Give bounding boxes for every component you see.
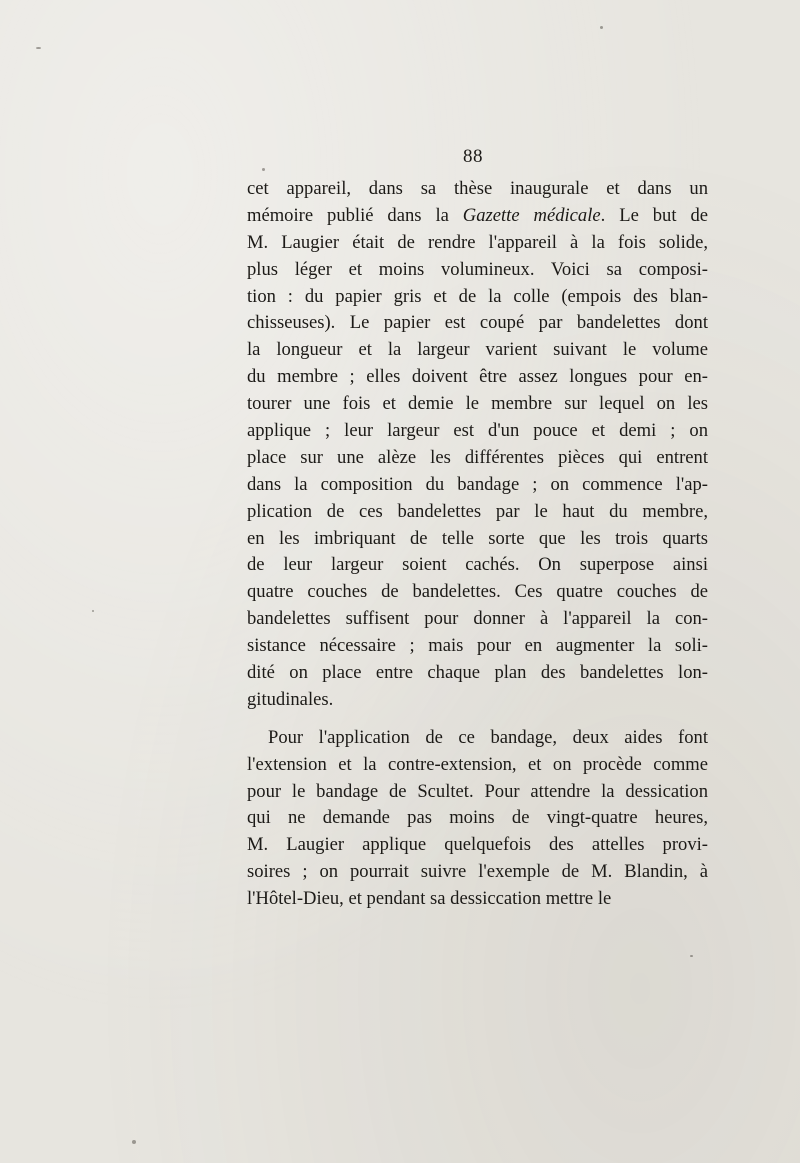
text-segment: M. Laugier applique quelquefois des attelles provi-: [247, 834, 708, 856]
text-line: [247, 445, 708, 472]
text-segment: tion : du papier gris et de la colle (empois des blan-: [247, 285, 708, 307]
text-segment: dité on place entre chaque plan des bandelettes lon-: [247, 662, 708, 684]
text-line: [247, 391, 708, 418]
paragraph: [247, 725, 708, 913]
text-segment: qui ne demande pas moins de vingt-quatre heures,: [247, 807, 708, 829]
text-segment: . Le but de: [600, 204, 709, 226]
text-line: [247, 660, 708, 687]
text-segment: gitudinales.: [247, 688, 334, 710]
text-segment: l'extension et la contre-extension, et on procède comme: [247, 753, 708, 775]
text-segment: plus léger et moins volumineux. Voici sa composi-: [247, 258, 708, 280]
text-line: [247, 526, 708, 553]
text-segment: bandelettes suffisent pour donner à l'appareil la con-: [247, 608, 708, 630]
text-segment: en les imbriquant de telle sorte que les trois quarts: [247, 527, 708, 549]
paper-speck: [92, 610, 94, 612]
text-line: [247, 176, 708, 203]
text-line: [247, 886, 708, 913]
page-number: 88: [463, 146, 483, 167]
paper-speck: [690, 955, 693, 957]
text-line: [247, 552, 708, 579]
paper-speck: [262, 168, 265, 171]
text-line: [247, 337, 708, 364]
text-segment: mémoire publié dans la: [247, 204, 463, 226]
text-line: [247, 230, 708, 257]
paper-speck: [132, 1140, 136, 1144]
text-segment: soires ; on pourrait suivre l'exemple de M. Blandin, à: [247, 861, 708, 883]
text-segment: M. Laugier était de rendre l'appareil à la fois solide,: [247, 231, 708, 253]
text-line: [247, 579, 708, 606]
text-line: [247, 364, 708, 391]
text-segment: du membre ; elles doivent être assez longues pour en-: [247, 366, 708, 388]
text-line: [247, 257, 708, 284]
text-line: [247, 499, 708, 526]
text-line: [247, 832, 708, 859]
paper-speck: [600, 26, 603, 29]
text-segment: pour le bandage de Scultet. Pour attendre la dessication: [247, 780, 708, 802]
text-line: [247, 687, 708, 714]
text-segment: de leur largeur soient cachés. On superpose ainsi: [247, 554, 708, 576]
text-line: [247, 310, 708, 337]
text-line: [247, 203, 708, 230]
text-segment: applique ; leur largeur est d'un pouce et demi ; on: [247, 420, 708, 442]
text-segment: tourer une fois et demie le membre sur lequel on les: [247, 393, 708, 415]
text-line: [247, 805, 708, 832]
text-segment: dans la composition du bandage ; on commence l'ap-: [247, 473, 708, 495]
text-segment: l'Hôtel-Dieu, et pendant sa dessiccation mettre le: [247, 888, 612, 910]
text-line: [247, 472, 708, 499]
italic-title: Gazette médicale: [462, 204, 601, 226]
text-segment: place sur une alèze les différentes pièces qui entrent: [247, 446, 708, 468]
text-segment: cet appareil, dans sa thèse inaugurale et dans un: [247, 178, 708, 199]
text-segment: plication de ces bandelettes par le haut du membre,: [247, 500, 708, 522]
text-segment: la longueur et la largeur varient suivant le volume: [247, 339, 708, 361]
body-text: [247, 176, 708, 913]
text-line: [247, 633, 708, 660]
text-segment: Pour l'application de ce bandage, deux aides font: [268, 726, 708, 748]
text-line: [247, 725, 708, 752]
text-line: [247, 418, 708, 445]
paper-speck: [36, 47, 41, 49]
text-line: [247, 779, 708, 806]
text-segment: quatre couches de bandelettes. Ces quatre couches de: [247, 581, 708, 603]
paragraph: [247, 176, 708, 714]
text-segment: chisseuses). Le papier est coupé par bandelettes dont: [247, 312, 708, 334]
text-line: [247, 859, 708, 886]
text-line: [247, 752, 708, 779]
text-segment: sistance nécessaire ; mais pour en augmenter la soli-: [247, 635, 708, 657]
text-line: [247, 606, 708, 633]
text-line: [247, 284, 708, 311]
